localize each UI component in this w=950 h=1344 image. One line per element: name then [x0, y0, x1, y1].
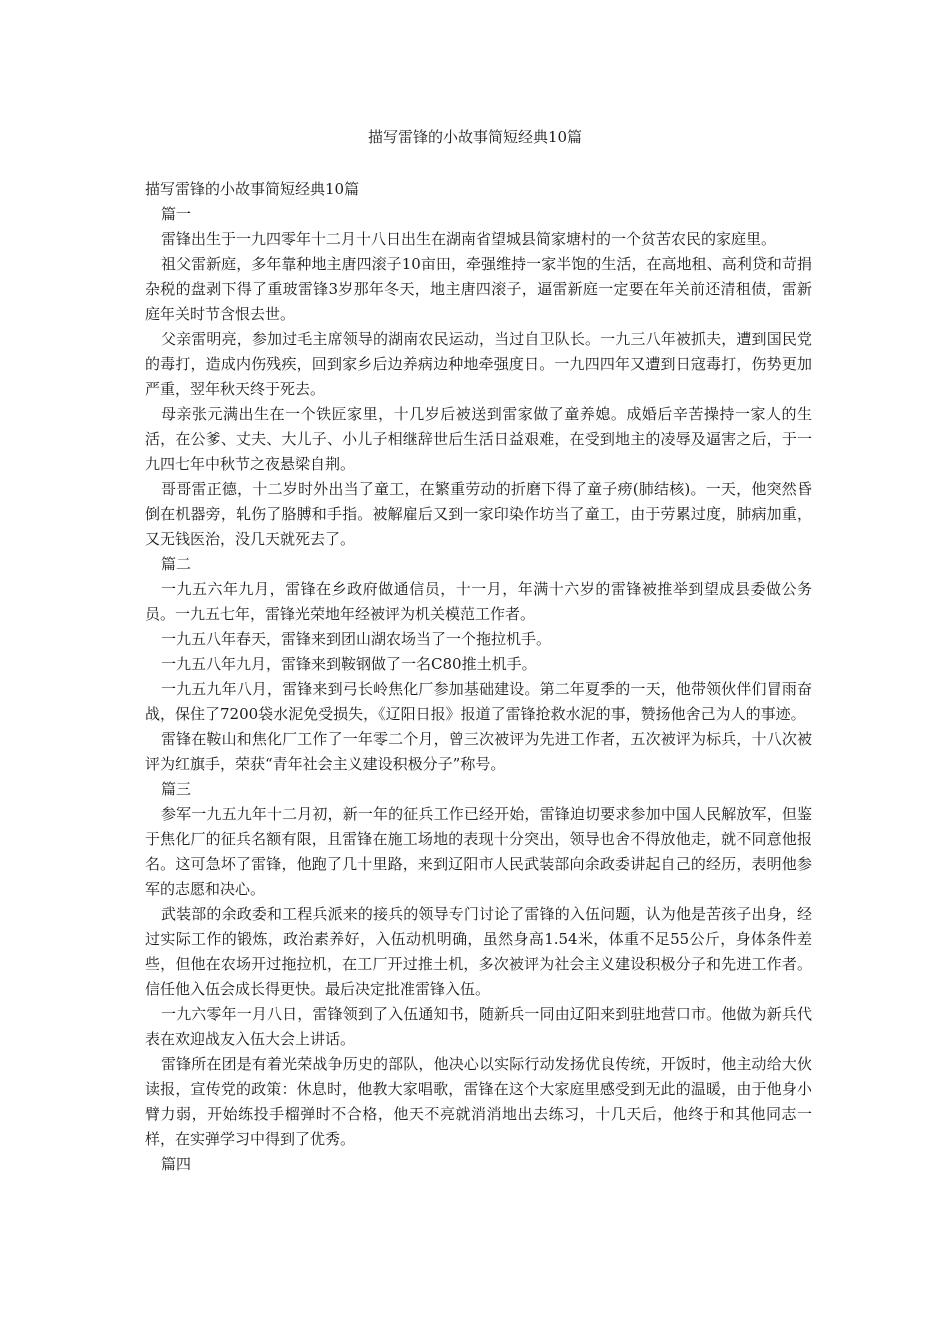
section-heading-4: 篇四 — [161, 1155, 192, 1173]
page-title: 描写雷锋的小故事简短经典10篇 — [367, 128, 583, 146]
paragraph: 参军一九五九年十二月初，新一年的征兵工作已经开始，雷锋迫切要求参加中国人民解放军，但鉴于焦化厂的征兵名额有限，且雷锋在施工场地的表现十分突出，领导也舍不得放他走，就不同意他报名。这可急坏了雷锋，他跑了几十里路，来到辽阳市人民武装部向余政委讲起自己的经历，表明他参军的志愿和决心。 — [145, 805, 812, 898]
paragraph: 雷锋所在团是有着光荣战争历史的部队，他决心以实际行动发扬优良传统，开饭时，他主动给大伙读报，宣传党的政策：休息时，他教大家唱歌，雷锋在这个大家庭里感受到无此的温暖，由于他身小臂力弱，开始练投手榴弹时不合格，他天不亮就消消地出去练习，十几天后，他终于和其他同志一样，在实弹学习中得到了优秀。 — [145, 1055, 812, 1148]
paragraph: 父亲雷明亮，参加过毛主席领导的湖南农民运动，当过自卫队长。一九三八年被抓夫，遭到国民党的毒打，造成内伤残疾，回到家乡后边养病边种地牵强度日。一九四四年又遭到日寇毒打，伤势更加严重，翌年秋天终于死去。 — [145, 330, 812, 398]
paragraph: 一九五八年春天，雷锋来到团山湖农场当了一个拖拉机手。 — [161, 630, 552, 648]
paragraph: 雷锋出生于一九四零年十二月十八日出生在湖南省望城县简家塘村的一个贫苦农民的家庭里。 — [161, 230, 777, 248]
paragraph: 一九五九年八月，雷锋来到弓长岭焦化厂参加基础建设。第二年夏季的一天，他带领伙伴们冒雨奋战，保住了7200袋水泥免受损失，《辽阳日报》报道了雷锋抢救水泥的事，赞扬他舍己为人的事迹。 — [145, 680, 812, 723]
paragraph: 一九五六年九月，雷锋在乡政府做通信员，十一月，年满十六岁的雷锋被推举到望成县委做公务员。一九五七年，雷锋光荣地年经被评为机关模范工作者。 — [145, 580, 812, 623]
document-body — [145, 177, 812, 1177]
document-subtitle: 描写雷锋的小故事简短经典10篇 — [145, 180, 360, 198]
paragraph: 雷锋在鞍山和焦化厂工作了一年零二个月，曾三次被评为先进工作者，五次被评为标兵，十八次被评为红旗手，荣获“青年社会主义建设积极分子”称号。 — [145, 730, 812, 773]
paragraph: 一九五八年九月，雷锋来到鞍钢做了一名C80推土机手。 — [161, 655, 537, 673]
paragraph: 母亲张元满出生在一个铁匠家里，十几岁后被送到雷家做了童养媳。成婚后辛苦操持一家人的生活，在公爹、丈夫、大儿子、小儿子相继辞世后生活日益艰难，在受到地主的凌辱及逼害之后，于一九四七年中秋节之夜悬梁自荆。 — [145, 405, 812, 473]
section-heading-2: 篇二 — [161, 555, 192, 573]
section-heading-3: 篇三 — [161, 780, 192, 798]
paragraph: 武装部的余政委和工程兵派来的接兵的领导专门讨论了雷锋的入伍问题，认为他是苦孩子出身，经过实际工作的锻炼，政治素养好，入伍动机明确，虽然身高1.54米，体重不足55公斤，身体条件差些，但他在农场开过拖拉机，在工厂开过推土机，多次被评为社会主义建设积极分子和先进工作者。信任他入伍会成长得更快。最后决定批准雷锋入伍。 — [145, 905, 812, 998]
paragraph: 哥哥雷正德，十二岁时外出当了童工，在繁重劳动的折磨下得了童子痨(肺结核)。一天，他突然昏倒在机器旁，轧伤了胳膊和手指。被解雇后又到一家印染作坊当了童工，由于劳累过度，肺病加重，又无钱医治，没几天就死去了。 — [145, 480, 812, 548]
section-heading-1: 篇一 — [161, 205, 192, 223]
paragraph: 一九六零年一月八日，雷锋领到了入伍通知书，随新兵一同由辽阳来到驻地营口市。他做为新兵代表在欢迎战友入伍大会上讲话。 — [145, 1005, 812, 1048]
paragraph: 祖父雷新庭，多年靠种地主唐四滚子10亩田，牵强维持一家半饱的生活，在高地租、高利贷和苛捐杂税的盘剥下得了重玻雷锋3岁那年冬天，地主唐四滚子，逼雷新庭一定要在年关前还清租债，雷新庭年关时节含恨去世。 — [145, 255, 812, 323]
